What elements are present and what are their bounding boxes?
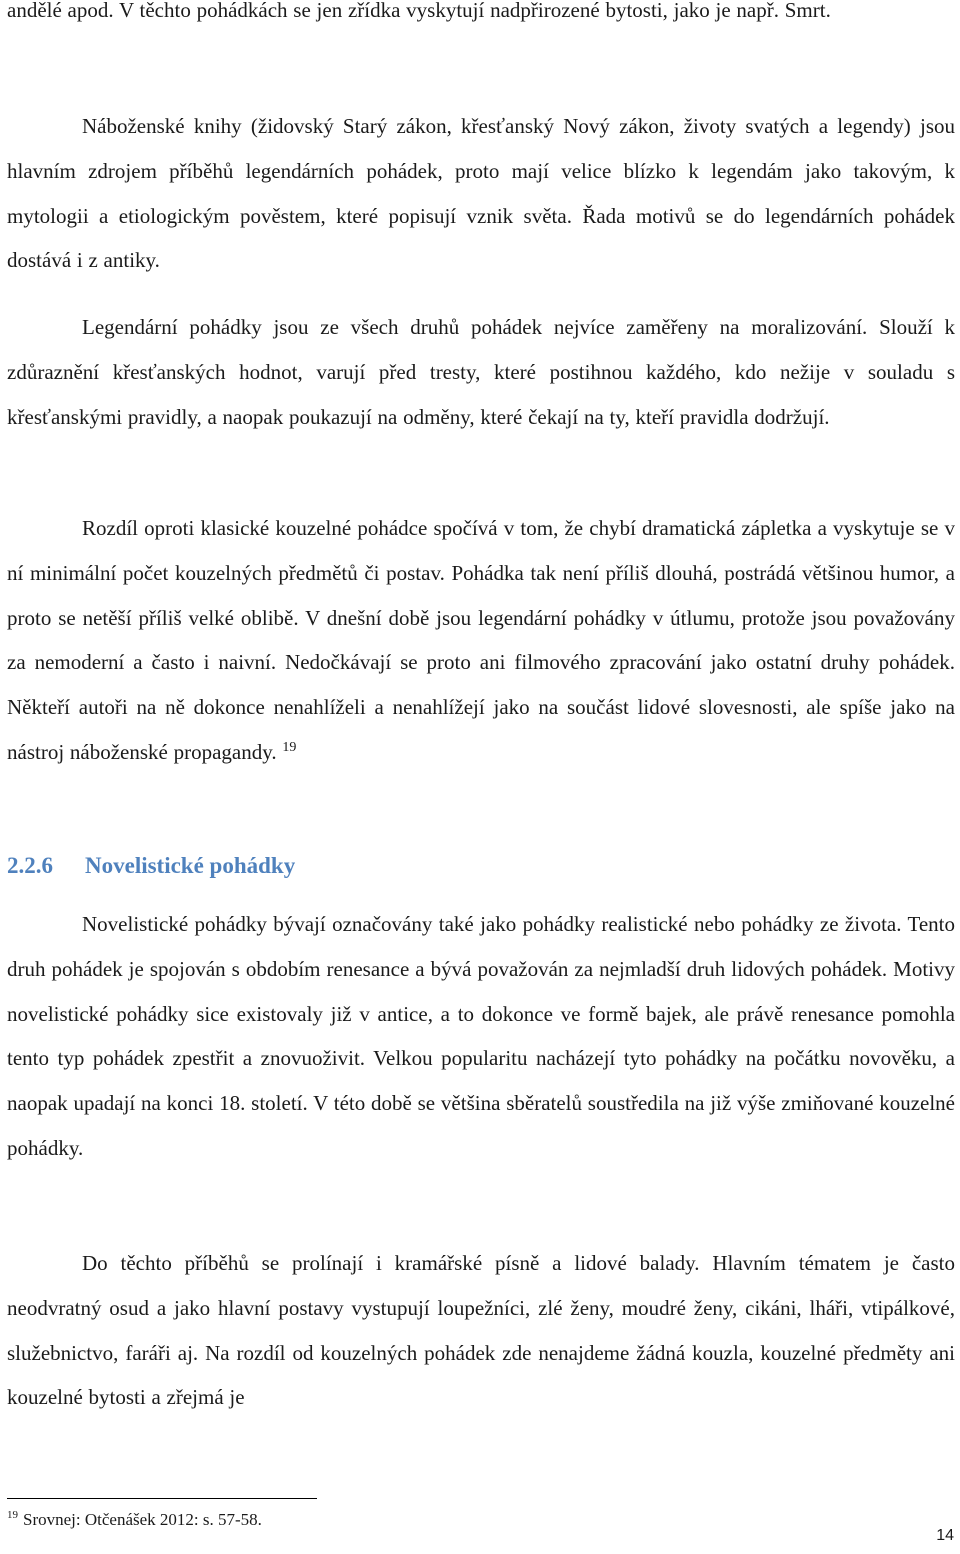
paragraph-text: Do těchto příběhů se prolínají i kramářské písně a lidové balady. Hlavním tématem je často neodvratný osud a jako hlavní postavy vystupují loupežníci, zlé ženy, moudré ženy, cikáni, lháři, vtipálkové, služebnictvo, faráři aj. Na rozdíl od kouzelných pohádek zde nenajdeme žádná kouzla, kouzelné předměty ani kouzelné bytosti a zřejmá je xyxy=(7,1251,955,1410)
paragraph-moralizing xyxy=(7,305,955,439)
section-number: 2.2.6 xyxy=(7,853,53,878)
footnote xyxy=(7,1508,262,1532)
page-number: 14 xyxy=(936,1527,954,1544)
paragraph-ballads xyxy=(7,1241,955,1420)
paragraph-text: andělé apod. V těchto pohádkách se jen zřídka vyskytují nadpřirozené bytosti, jako je např. Smrt. xyxy=(7,0,831,22)
footnote-separator xyxy=(7,1498,317,1499)
paragraph-continued xyxy=(7,0,955,33)
paragraph-text: Náboženské knihy (židovský Starý zákon, křesťanský Nový zákon, životy svatých a legendy) jsou hlavním zdrojem příběhů legendárních pohádek, proto mají velice blízko k legendám jako takovým, k mytologii a etiologickým pověstem, které popisují vznik světa. Řada motivů se do legendárních pohádek dostává i z antiky. xyxy=(7,114,955,273)
footnote-reference[interactable]: 19 xyxy=(282,739,297,755)
paragraph-text: Legendární pohádky jsou ze všech druhů pohádek nejvíce zaměřeny na moralizování. Slouží k zdůraznění křesťanských hodnot, varují před tresty, které postihnou každého, kdo nežije v souladu s křesťanskými pravidly, a naopak poukazují na odměny, které čekají na ty, kteří pravidla dodržují. xyxy=(7,315,955,429)
section-heading xyxy=(7,846,295,886)
paragraph-religious-sources xyxy=(7,104,955,283)
section-title: Novelistické pohádky xyxy=(85,853,296,878)
paragraph-novelistic xyxy=(7,902,955,1171)
paragraph-difference xyxy=(7,506,955,775)
footnote-text: Srovnej: Otčenášek 2012: s. 57-58. xyxy=(23,1510,262,1529)
paragraph-text: Rozdíl oproti klasické kouzelné pohádce spočívá v tom, že chybí dramatická zápletka a vyskytuje se v ní minimální počet kouzelných předmětů či postav. Pohádka tak není příliš dlouhá, postrádá většinou humor, a proto se netěší příliš velké oblibě. V dnešní době jsou legendární pohádky v útlumu, protože jsou považovány za nemoderní a často i naivní. Nedočkávají se proto ani filmového zpracování jako ostatní druhy pohádek. Někteří autoři na ně dokonce nenahlíželi a nenahlížejí jako na součást lidové slovesnosti, ale spíše jako na nástroj náboženské propagandy. xyxy=(7,516,955,764)
paragraph-text: Novelistické pohádky bývají označovány také jako pohádky realistické nebo pohádky ze života. Tento druh pohádek je spojován s obdobím renesance a bývá považován za nejmladší druh lidových pohádek. Motivy novelistické pohádky sice existovaly již v antice, a to dokonce ve formě bajek, ale právě renesance pomohla tento typ pohádek zpestřit a znovuoživit. Velkou popularitu nacházejí tyto pohádky na počátku novověku, a naopak upadají na konci 18. století. V této době se většina sběratelů soustředila na již výše zmiňované kouzelné pohádky. xyxy=(7,912,955,1160)
footnote-number: 19 xyxy=(7,1509,18,1522)
